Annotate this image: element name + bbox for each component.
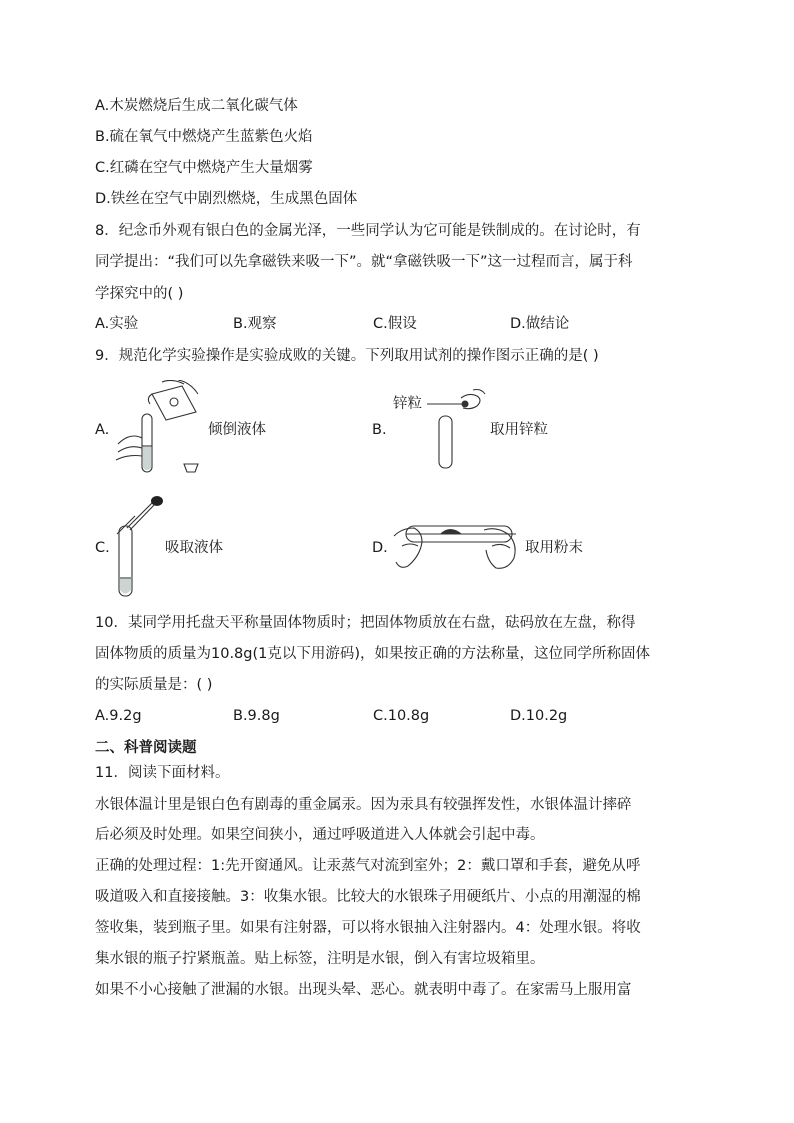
fig-b-letter: B. <box>372 422 387 438</box>
fig-b-zinc-tag: 锌粒 <box>393 396 422 412</box>
q10-option-b: B.9.8g <box>233 708 280 724</box>
q7-option-c: C.红磷在空气中燃烧产生大量烟雾 <box>95 160 313 176</box>
zinc-granule-illustration <box>425 386 490 472</box>
q7-option-d: D.铁丝在空气中剧烈燃烧，生成黑色固体 <box>95 191 358 207</box>
paragraph-line-7: 如果不小心接触了泄漏的水银。出现头晕、恶心。就表明中毒了。在家需马上服用富 <box>95 982 632 998</box>
fig-a-letter: A. <box>95 422 110 438</box>
q10-option-c: C.10.8g <box>373 708 430 724</box>
q10-option-d: D.10.2g <box>510 708 568 724</box>
q10-stem-line-1: 10．某同学用托盘天平称量固体物质时；把固体物质放在右盘，砝码放在左盘，称得 <box>95 615 636 631</box>
paragraph-line-6: 集水银的瓶子拧紧瓶盖。贴上标签，注明是水银，倒入有害垃圾箱里。 <box>95 951 545 967</box>
q8-stem-line-1: 8．纪念币外观有银白色的金属光泽，一些同学认为它可能是铁制成的。在讨论时，有 <box>95 223 641 239</box>
fig-c-caption: 吸取液体 <box>165 540 223 556</box>
q7-option-a: A.木炭燃烧后生成二氧化碳气体 <box>95 98 298 114</box>
q9-stem: 9．规范化学实验操作是实验成败的关键。下列取用试剂的操作图示正确的是( ) <box>95 348 599 364</box>
paragraph-line-2: 后必须及时处理。如果空间狭小，通过呼吸道进入人体就会引起中毒。 <box>95 827 545 843</box>
q8-option-c: C.假设 <box>373 316 417 332</box>
paragraph-line-5: 签收集，装到瓶子里。如果有注射器，可以将水银抽入注射器内。4：处理水银。将收 <box>95 920 641 936</box>
q8-stem-line-3: 学探究中的( ) <box>95 286 184 302</box>
paragraph-line-3: 正确的处理过程：1:先开窗通风。让汞蒸气对流到室外；2：戴口罩和手套，避免从呼 <box>95 858 641 874</box>
section-heading: 二、科普阅读题 <box>95 740 197 756</box>
q10-stem-line-2: 固体物质的质量为10.8g(1克以下用游码)，如果按正确的方法称量，这位同学所称固体 <box>95 646 651 662</box>
paragraph-line-1: 水银体温计里是银白色有剧毒的重金属汞。因为汞具有较强挥发性，水银体温计摔碎 <box>95 797 632 813</box>
q8-option-d: D.做结论 <box>510 316 570 332</box>
pouring-liquid-illustration <box>112 380 207 475</box>
q10-stem-line-3: 的实际质量是：( ) <box>95 677 213 693</box>
q10-option-a: A.9.2g <box>95 708 142 724</box>
q8-option-b: B.观察 <box>233 316 277 332</box>
powder-illustration <box>392 506 522 578</box>
q8-stem-line-2: 同学提出：“我们可以先拿磁铁来吸一下”。就“拿磁铁吸一下”这一过程而言，属于科 <box>95 254 633 270</box>
fig-b-caption: 取用锌粒 <box>490 422 548 438</box>
fig-c-letter: C. <box>95 540 110 556</box>
fig-d-letter: D. <box>372 540 388 556</box>
paragraph-line-4: 吸道吸入和直接接触。3：收集水银。比较大的水银珠子用硬纸片、小点的用潮湿的棉 <box>95 889 641 905</box>
q7-option-b: B.硫在氧气中燃烧产生蓝紫色火焰 <box>95 129 313 145</box>
dropper-illustration <box>113 494 165 600</box>
fig-d-caption: 取用粉末 <box>525 540 583 556</box>
q8-option-a: A.实验 <box>95 316 139 332</box>
fig-a-caption: 倾倒液体 <box>208 422 266 438</box>
q11-stem: 11．阅读下面材料。 <box>95 765 230 781</box>
